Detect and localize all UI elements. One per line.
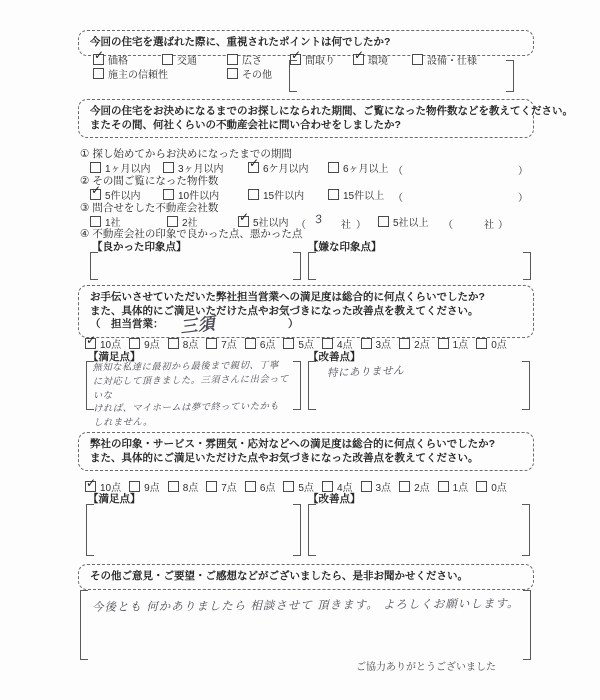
- checkbox-icon: [476, 481, 487, 492]
- score-2: 2点: [399, 336, 430, 351]
- option-label: 広さ: [242, 56, 262, 67]
- q2-sub2-label: ② その間ご覧になった物件数: [80, 175, 219, 187]
- checkbox-icon: [399, 481, 410, 492]
- checkbox-icon: [353, 54, 364, 65]
- checkbox-icon: [227, 68, 238, 79]
- paren-open: （: [443, 220, 453, 231]
- answer-bracket-left: [308, 252, 316, 280]
- checkbox-icon: [476, 338, 487, 349]
- option-label: 1ヶ月以内: [105, 164, 151, 175]
- handwritten-comment: 今後とも 何かありましたら 相談させて 頂きます。 よろしくお願いします。: [91, 598, 520, 614]
- unit-label: 社: [341, 220, 351, 231]
- checkbox-icon: [162, 54, 173, 65]
- q3-box: [78, 285, 534, 338]
- option-label: 5社以上: [393, 218, 429, 229]
- q4-box: [78, 432, 534, 471]
- score-1: 1点: [438, 336, 469, 351]
- q2-sub3-label: ③ 問合せをした不動産会社数: [80, 202, 219, 214]
- option-10props: [163, 189, 219, 203]
- checkbox-icon: [90, 216, 101, 227]
- q4-title-line1: 弊社の印象・サービス・雰囲気・応対などへの満足度は総合的に何点くらいでしたか?: [90, 438, 495, 450]
- checkbox-icon: [85, 338, 96, 349]
- paren-open: （: [393, 166, 403, 177]
- checkbox-icon: [93, 54, 104, 65]
- option-label: 15件以内: [263, 191, 305, 202]
- checkbox-icon: [283, 481, 294, 492]
- q2-sub1-label: ① 探し始めてからお決めになったまでの期間: [80, 148, 292, 160]
- score-4: 4点: [322, 479, 353, 494]
- answer-bracket-right: [523, 590, 531, 660]
- score-0: 0点: [476, 479, 507, 494]
- checkbox-icon: [248, 189, 259, 200]
- option-over-5companies: [378, 216, 429, 230]
- handwritten-improvement-text: 特にありません: [326, 364, 405, 380]
- option-size: [227, 54, 262, 68]
- score-6: 6点: [245, 336, 276, 351]
- checkbox-icon: [168, 481, 179, 492]
- unit-label: 社: [484, 220, 494, 231]
- improvement-label: 【改善点】: [308, 351, 361, 363]
- score-8: 8点: [168, 479, 199, 494]
- option-label: 10件以内: [178, 191, 220, 202]
- option-over-15props: [328, 189, 384, 203]
- good-impression-label: 【良かった印象点】: [92, 241, 187, 253]
- answer-bracket-right: [293, 252, 301, 280]
- checkbox-icon: [206, 338, 217, 349]
- paren-open: （: [296, 220, 306, 231]
- checkbox-icon: [163, 162, 174, 173]
- paren-close: ）: [518, 193, 528, 204]
- checkbox-icon: [283, 338, 294, 349]
- checkbox-icon: [238, 216, 249, 227]
- option-label: 2社: [182, 218, 198, 229]
- checkbox-icon: [378, 216, 389, 227]
- q3-title-line1: お手伝いさせていただいた弊社担当営業への満足度は総合的に何点くらいでしたか?: [90, 291, 485, 303]
- option-other: [227, 68, 272, 82]
- checkbox-icon: [248, 162, 259, 173]
- checkbox-icon: [167, 216, 178, 227]
- option-label: 間取り: [305, 56, 335, 67]
- q2-title-line2: またその間、何社くらいの不動産会社に問い合わせをしましたか?: [90, 118, 401, 131]
- paren-close: ）: [498, 220, 508, 231]
- checkbox-icon: [438, 338, 449, 349]
- answer-bracket-left: [86, 504, 94, 556]
- option-over-6months: [328, 162, 389, 176]
- q5-title: その他ご意見・ご要望・ご感想などがございましたら、是非お聞かせください。: [90, 570, 468, 582]
- option-owner-trust: [93, 68, 168, 82]
- checkbox-icon: [361, 481, 372, 492]
- score-10: ✓10点: [85, 336, 121, 351]
- checkbox-icon: [90, 162, 101, 173]
- paren-open: （: [393, 193, 403, 204]
- answer-bracket-left: [80, 590, 88, 660]
- option-label: 施主の信頼性: [108, 70, 168, 81]
- option-label: 6ケ月以内: [263, 164, 309, 175]
- q1-title: 今回の住宅を選ばれた際に、重視されたポイントは何でしたか?: [90, 36, 391, 48]
- checkbox-icon: [438, 481, 449, 492]
- answer-bracket-right: [506, 60, 514, 92]
- option-5props: [90, 189, 141, 203]
- checkbox-icon: [322, 338, 333, 349]
- checkbox-icon: [168, 338, 179, 349]
- satisfaction-label: 【満足点】: [88, 493, 141, 505]
- checkbox-icon: [361, 338, 372, 349]
- paren-close: ）: [518, 166, 528, 177]
- checkbox-icon: [163, 189, 174, 200]
- company-score-row: [85, 479, 507, 494]
- staff-prefix: （ 担当営業：: [90, 318, 164, 330]
- option-label: 交通: [177, 56, 197, 67]
- score-6: 6点: [245, 479, 276, 494]
- checkbox-icon: [227, 54, 238, 65]
- checkbox-icon: [412, 54, 423, 65]
- staff-line: [90, 318, 522, 332]
- handwritten-satisfaction-text: 無知な私達に最初から最後まで親切、丁寧 に対応して頂きました。三須さんに出会っていな ければ、マイホームは夢で終っていたかも しれません。: [92, 359, 289, 428]
- q2-sub4-label: ④ 不動産会社の印象で良かった点、悪かった点: [80, 228, 303, 240]
- score-7: 7点: [206, 479, 237, 494]
- answer-bracket-right: [522, 504, 530, 556]
- score-9: 9点: [129, 479, 160, 494]
- score-3: 3点: [361, 479, 392, 494]
- checkbox-icon: [399, 338, 410, 349]
- checkbox-icon: [206, 481, 217, 492]
- staff-score-row: [85, 336, 507, 351]
- checkbox-icon: [90, 189, 101, 200]
- satisfaction-label: 【満足点】: [88, 351, 141, 363]
- checkbox-icon: [129, 338, 140, 349]
- q4-title-line2: また、具体的にご満足いただけた点やお気づきになった改善点を教えてください。: [90, 451, 479, 464]
- checkbox-icon: [93, 68, 104, 79]
- option-label: 環境: [368, 56, 388, 67]
- answer-bracket-right: [293, 504, 301, 556]
- q3-title-line2: また、具体的にご満足いただけた点やお気づきになった改善点を教えてください。: [90, 304, 479, 317]
- handwritten-company-count: 3: [314, 211, 324, 227]
- score-1: 1点: [438, 479, 469, 494]
- score-8: 8点: [168, 336, 199, 351]
- option-15props: [248, 189, 304, 203]
- improvement-label: 【改善点】: [308, 493, 361, 505]
- option-label: 5件以内: [105, 191, 141, 202]
- option-label: その他: [242, 70, 272, 81]
- answer-bracket-right: [523, 252, 531, 280]
- option-label: 設備・仕様: [427, 56, 477, 67]
- option-label: 1社: [105, 218, 121, 229]
- option-3months: [163, 162, 224, 176]
- thank-you-note: ご協力ありがとうございました: [356, 662, 496, 673]
- option-label: 3ヶ月以内: [178, 164, 224, 175]
- option-label: 15件以上: [343, 191, 385, 202]
- answer-bracket-left: [308, 361, 316, 410]
- checkbox-icon: [328, 189, 339, 200]
- checkbox-icon: [245, 481, 256, 492]
- option-facilities: [412, 54, 477, 68]
- staff-paren-close: ）: [288, 318, 299, 330]
- score-0: 0点: [476, 336, 507, 351]
- score-5: 5点: [283, 336, 314, 351]
- handwritten-staff-name: 三須: [179, 313, 217, 338]
- checkbox-icon: [328, 162, 339, 173]
- score-5: 5点: [283, 479, 314, 494]
- paren-close: ）: [356, 220, 366, 231]
- answer-bracket-left: [90, 252, 98, 280]
- score-7: 7点: [206, 336, 237, 351]
- score-9: 9点: [129, 336, 160, 351]
- q2-box: [78, 99, 573, 138]
- q1-box: [78, 30, 534, 56]
- option-label: 価格: [108, 56, 128, 67]
- option-environment: [353, 54, 388, 68]
- option-price: [93, 54, 128, 68]
- answer-bracket-right: [522, 361, 530, 410]
- checkbox-icon: [245, 338, 256, 349]
- option-transport: [162, 54, 197, 68]
- option-1month: [90, 162, 151, 176]
- option-6months: [248, 162, 309, 176]
- answer-bracket-left: [289, 60, 297, 92]
- score-10: ✓10点: [85, 479, 121, 494]
- score-3: 3点: [361, 336, 392, 351]
- score-4: 4点: [322, 336, 353, 351]
- option-label: 6ヶ月以上: [343, 164, 389, 175]
- score-2: 2点: [399, 479, 430, 494]
- answer-bracket-left: [308, 504, 316, 556]
- option-label: 5社以内: [253, 218, 289, 229]
- bad-impression-label: 【嫌な印象点】: [308, 241, 382, 253]
- q5-box: [78, 564, 534, 590]
- q2-title-line1: 今回の住宅をお決めになるまでのお探しになられた期間、ご覧になった物件数などを教えてください。: [90, 105, 573, 117]
